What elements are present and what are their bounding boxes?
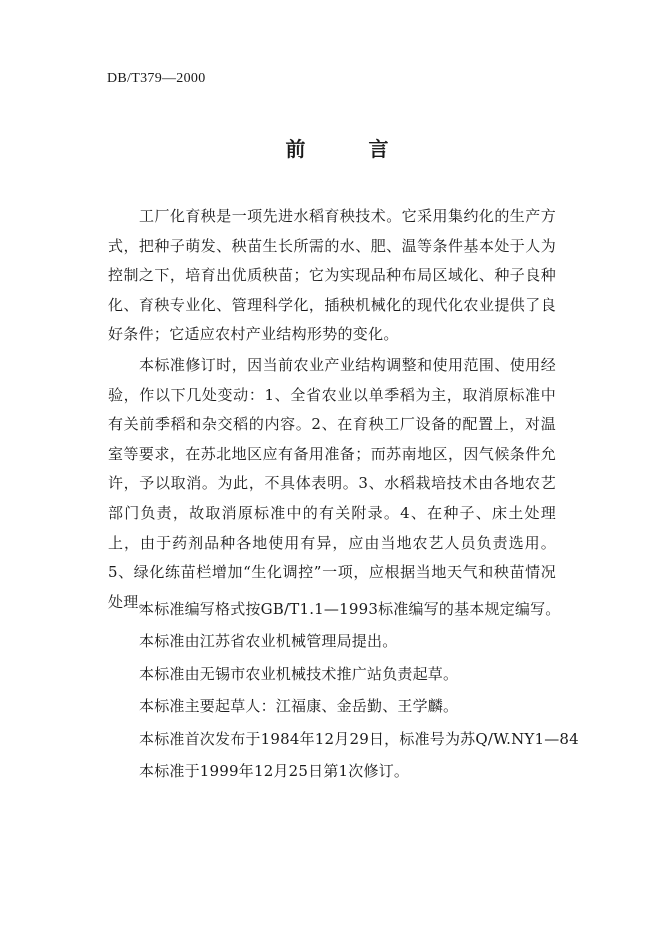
meta-line-revision: 本标准于1999年12月25日第1次修订。 [139, 762, 410, 781]
meta-line-format: 本标准编写格式按GB/T1.1—1993标准编写的基本规定编写。 [139, 600, 561, 618]
meta-line-drafter: 本标准由无锡市农业机械技术推广站负责起草。 [139, 664, 459, 683]
foreword-body [108, 202, 556, 617]
meta-line-proposer: 本标准由江苏省农业机械管理局提出。 [139, 632, 398, 651]
page-title: 前 言 [285, 137, 417, 161]
meta-line-first-release: 本标准首次发布于1984年12月29日，标准号为苏Q/W.NY1—84 [139, 729, 579, 748]
paragraph-intro: 工厂化育秧是一项先进水稻育秧技术。它采用集约化的生产方式，把种子萌发、秧苗生长所需的水、肥、温等条件基本处于人为控制之下，培育出优质秧苗；它为实现品种布局区域化、种子良种化、育秧专业化、管理科学化，插秧机械化的现代化农业提供了良好条件；它适应农村产业结构形势的变化。 [108, 207, 556, 344]
paragraph-revision-changes: 本标准修订时，因当前农业产业结构调整和使用范围、使用经验，作以下几处变动：1、全省农业以单季稻为主，取消原标准中有关前季稻和杂交稻的内容。2、在育秧工厂设备的配置上，对温室等要求，在苏北地区应有备用准备；而苏南地区，因气候条件允许，予以取消。为此，不具体表明。3、水稻栽培技术由各地农艺部门负责，故取消原标准中的有关附录。4、在种子、床土处理上，由于药剂品种各地使用有异，应由当地农艺人员负责选用。5、绿化练苗栏增加“生化调控”一项，应根据当地天气和秧苗情况处理。 [108, 355, 556, 611]
standard-metadata [108, 593, 579, 787]
document-code: DB/T379—2000 [107, 71, 206, 86]
meta-line-authors: 本标准主要起草人：江福康、金岳勤、王学麟。 [139, 697, 459, 716]
